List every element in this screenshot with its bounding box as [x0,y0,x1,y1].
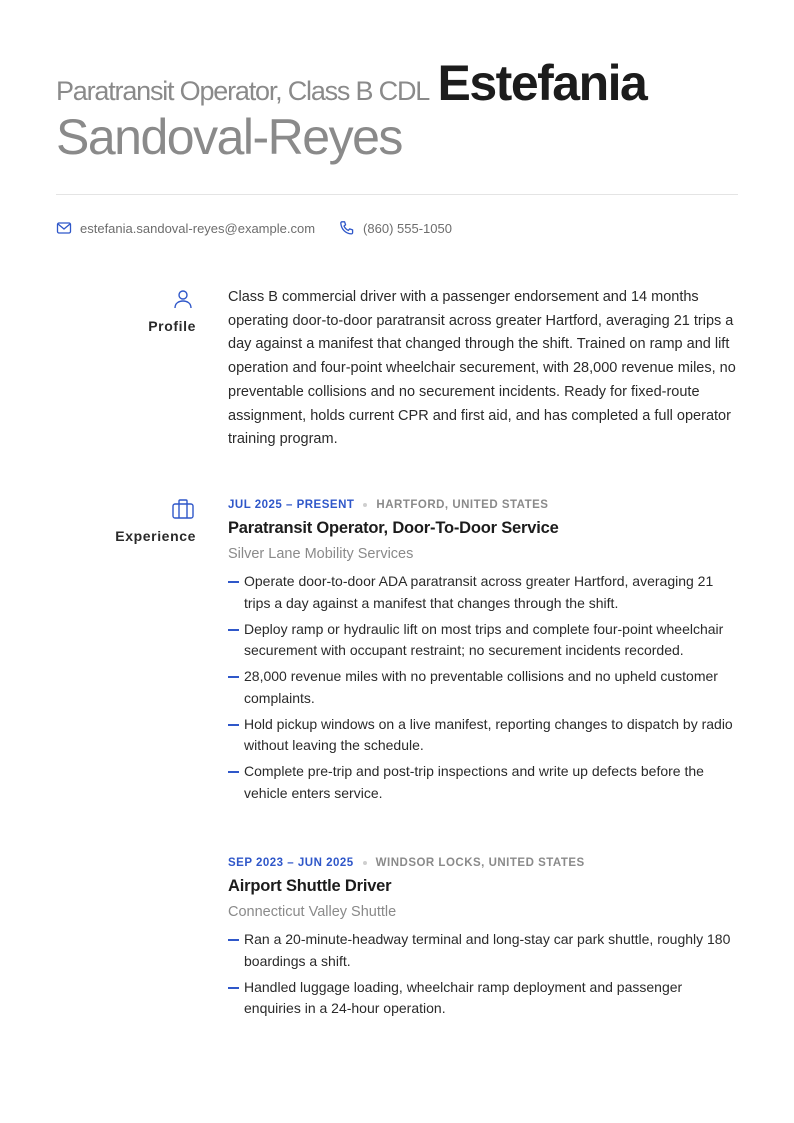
meta-separator [363,503,367,507]
job-bullet: Complete pre-trip and post-trip inspections and write up defects before the vehicle enters service. [228,761,740,804]
phone-icon [339,220,355,236]
job-location: HARTFORD, UNITED STATES [376,499,549,511]
job-dates: SEP 2023 – JUN 2025 [228,857,354,869]
job-meta [228,857,740,869]
person-icon [172,288,194,310]
job-entry [228,857,740,1024]
profile-heading: Profile [148,318,196,334]
first-name: Estefania [437,55,647,111]
profile-summary: Class B commercial driver with a passenger endorsement and 14 months operating door-to-door paratransit across greater Hartford, averaging 21 trips a day against a manifest that changed through the shift. Trained on ramp and lift operation and four-point wheelchair securement, with 28,000 revenue miles, no preventable collisions and no securement incidents. Ready for fixed-route assignment, holds current CPR and first aid, and has completed a full operator training program. [228,289,736,448]
job-position: Airport Shuttle Driver [228,877,392,895]
job-bullet: Handled luggage loading, wheelchair ramp deployment and passenger enquiries in a 24-hour operation. [228,977,740,1020]
job-company: Connecticut Valley Shuttle [228,904,397,920]
briefcase-icon [171,498,195,520]
meta-separator [363,861,367,865]
job-bullet: Operate door-to-door ADA paratransit across greater Hartford, averaging 21 trips a day against a manifest that changes through the shift. [228,571,740,614]
job-bullet: 28,000 revenue miles with no preventable collisions and no upheld customer complaints. [228,666,740,709]
job-entry [228,499,740,809]
job-dates: JUL 2025 – PRESENT [228,499,355,511]
job-title: Paratransit Operator, Class B CDL [56,76,430,106]
header-divider [56,194,738,195]
job-bullet: Hold pickup windows on a live manifest, reporting changes to dispatch by radio without leaving the schedule. [228,714,740,757]
last-name: Sandoval-Reyes [56,109,402,165]
job-location: WINDSOR LOCKS, UNITED STATES [375,857,585,869]
contact-row [56,220,476,236]
phone-contact[interactable] [339,220,452,236]
experience-section-label [56,498,196,544]
job-position: Paratransit Operator, Door-To-Door Service [228,519,559,537]
job-bullets [228,571,740,804]
job-bullets [228,929,740,1020]
job-bullet: Ran a 20-minute-headway terminal and long-stay car park shuttle, roughly 180 boardings a shift. [228,929,740,972]
phone-text[interactable]: (860) 555-1050 [363,220,452,236]
envelope-icon [56,220,72,236]
job-company: Silver Lane Mobility Services [228,546,414,562]
title-line [56,55,746,111]
job-bullet: Deploy ramp or hydraulic lift on most trips and complete four-point wheelchair securement with occupant restraint; no securement incidents recorded. [228,619,740,662]
email-contact[interactable] [56,220,315,236]
profile-section-label [56,288,196,334]
experience-heading: Experience [115,528,196,544]
job-meta [228,499,740,511]
email-text[interactable]: estefania.sandoval-reyes@example.com [80,220,316,236]
resume-header [56,55,746,165]
